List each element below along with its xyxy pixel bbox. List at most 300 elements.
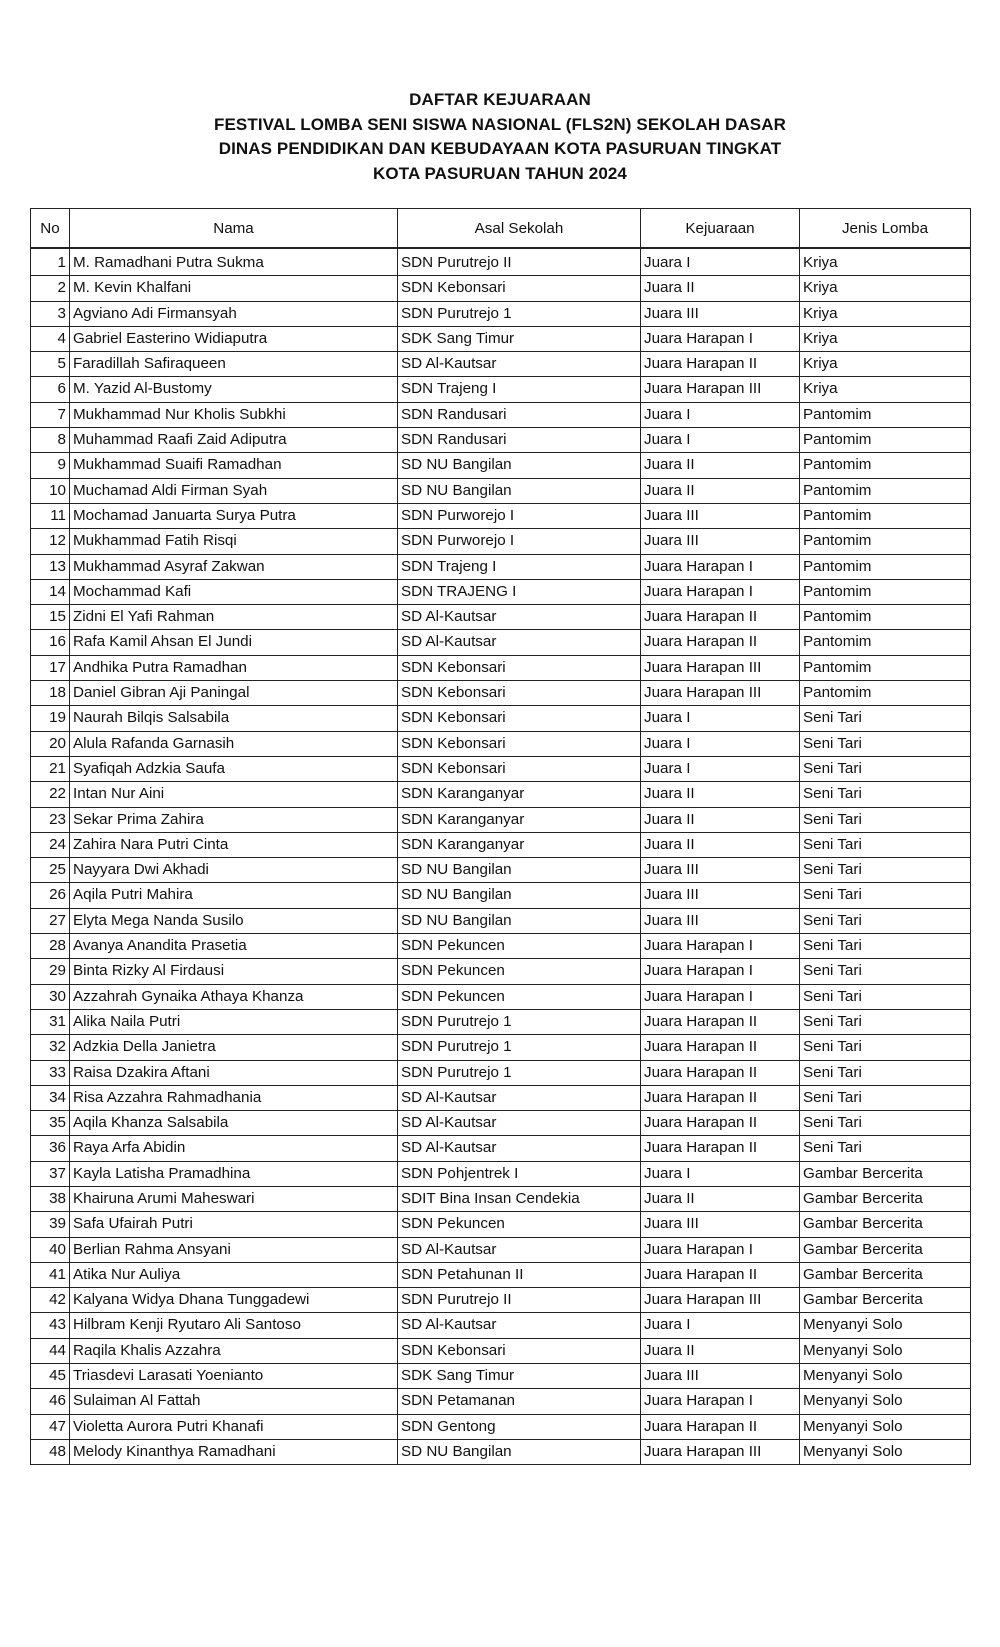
cell-kejuaraan: Juara II <box>641 807 800 832</box>
cell-asal-sekolah: SDN Karanganyar <box>398 832 641 857</box>
cell-asal-sekolah: SD Al-Kautsar <box>398 1085 641 1110</box>
cell-no: 18 <box>31 681 70 706</box>
cell-no: 46 <box>31 1389 70 1414</box>
table-row <box>31 1009 971 1034</box>
cell-nama: Adzkia Della Janietra <box>70 1035 398 1060</box>
table-row <box>31 1186 971 1211</box>
cell-asal-sekolah: SDN Purutrejo 1 <box>398 1009 641 1034</box>
cell-jenis-lomba: Kriya <box>800 276 971 301</box>
cell-nama: Gabriel Easterino Widiaputra <box>70 326 398 351</box>
cell-jenis-lomba: Gambar Bercerita <box>800 1212 971 1237</box>
cell-jenis-lomba: Seni Tari <box>800 1136 971 1161</box>
cell-kejuaraan: Juara Harapan III <box>641 1288 800 1313</box>
cell-kejuaraan: Juara I <box>641 428 800 453</box>
cell-no: 33 <box>31 1060 70 1085</box>
cell-no: 31 <box>31 1009 70 1034</box>
table-row <box>31 1338 971 1363</box>
cell-no: 23 <box>31 807 70 832</box>
table-row <box>31 908 971 933</box>
cell-jenis-lomba: Pantomim <box>800 402 971 427</box>
cell-jenis-lomba: Seni Tari <box>800 1111 971 1136</box>
header-jenis-lomba: Jenis Lomba <box>800 209 971 249</box>
cell-jenis-lomba: Seni Tari <box>800 832 971 857</box>
cell-nama: Naurah Bilqis Salsabila <box>70 706 398 731</box>
cell-jenis-lomba: Menyanyi Solo <box>800 1338 971 1363</box>
cell-no: 35 <box>31 1111 70 1136</box>
cell-kejuaraan: Juara Harapan I <box>641 326 800 351</box>
cell-kejuaraan: Juara I <box>641 756 800 781</box>
cell-asal-sekolah: SDN Kebonsari <box>398 1338 641 1363</box>
cell-kejuaraan: Juara Harapan II <box>641 1035 800 1060</box>
cell-nama: Triasdevi Larasati Yoenianto <box>70 1364 398 1389</box>
table-header-row <box>31 209 971 249</box>
cell-nama: Andhika Putra Ramadhan <box>70 655 398 680</box>
cell-asal-sekolah: SDN Kebonsari <box>398 655 641 680</box>
table-row <box>31 782 971 807</box>
cell-no: 8 <box>31 428 70 453</box>
cell-asal-sekolah: SD Al-Kautsar <box>398 1313 641 1338</box>
header-kejuaraan: Kejuaraan <box>641 209 800 249</box>
cell-asal-sekolah: SDN TRAJENG I <box>398 579 641 604</box>
cell-nama: Violetta Aurora Putri Khanafi <box>70 1414 398 1439</box>
cell-nama: Faradillah Safiraqueen <box>70 352 398 377</box>
cell-nama: Sulaiman Al Fattah <box>70 1389 398 1414</box>
cell-no: 38 <box>31 1186 70 1211</box>
cell-no: 41 <box>31 1262 70 1287</box>
cell-kejuaraan: Juara III <box>641 1364 800 1389</box>
table-row <box>31 1085 971 1110</box>
cell-kejuaraan: Juara Harapan II <box>641 630 800 655</box>
cell-kejuaraan: Juara III <box>641 1212 800 1237</box>
cell-nama: Muhammad Raafi Zaid Adiputra <box>70 428 398 453</box>
cell-no: 5 <box>31 352 70 377</box>
cell-kejuaraan: Juara I <box>641 706 800 731</box>
table-row <box>31 276 971 301</box>
cell-kejuaraan: Juara I <box>641 731 800 756</box>
table-row <box>31 1212 971 1237</box>
cell-jenis-lomba: Seni Tari <box>800 1060 971 1085</box>
title-line-1: DAFTAR KEJUARAAN <box>409 90 591 109</box>
cell-asal-sekolah: SD NU Bangilan <box>398 478 641 503</box>
cell-kejuaraan: Juara III <box>641 301 800 326</box>
table-row <box>31 402 971 427</box>
cell-asal-sekolah: SDN Randusari <box>398 428 641 453</box>
cell-nama: Alika Naila Putri <box>70 1009 398 1034</box>
cell-nama: Kalyana Widya Dhana Tunggadewi <box>70 1288 398 1313</box>
cell-kejuaraan: Juara III <box>641 858 800 883</box>
table-row <box>31 1364 971 1389</box>
cell-jenis-lomba: Kriya <box>800 301 971 326</box>
header-asal-sekolah: Asal Sekolah <box>398 209 641 249</box>
cell-no: 19 <box>31 706 70 731</box>
cell-kejuaraan: Juara I <box>641 402 800 427</box>
cell-asal-sekolah: SD NU Bangilan <box>398 858 641 883</box>
cell-asal-sekolah: SD Al-Kautsar <box>398 352 641 377</box>
table-row <box>31 1161 971 1186</box>
cell-kejuaraan: Juara Harapan II <box>641 352 800 377</box>
cell-no: 26 <box>31 883 70 908</box>
table-row <box>31 959 971 984</box>
cell-nama: Binta Rizky Al Firdausi <box>70 959 398 984</box>
cell-asal-sekolah: SDN Trajeng I <box>398 554 641 579</box>
table-row <box>31 529 971 554</box>
cell-kejuaraan: Juara I <box>641 1161 800 1186</box>
cell-no: 27 <box>31 908 70 933</box>
table-row <box>31 934 971 959</box>
cell-no: 14 <box>31 579 70 604</box>
cell-jenis-lomba: Pantomim <box>800 630 971 655</box>
table-row <box>31 1111 971 1136</box>
cell-nama: Mukhammad Fatih Risqi <box>70 529 398 554</box>
title-line-2: FESTIVAL LOMBA SENI SISWA NASIONAL (FLS2N) SEKOLAH DASAR <box>214 114 786 134</box>
cell-no: 48 <box>31 1439 70 1464</box>
cell-no: 32 <box>31 1035 70 1060</box>
table-row <box>31 681 971 706</box>
cell-nama: Aqila Putri Mahira <box>70 883 398 908</box>
cell-jenis-lomba: Pantomim <box>800 655 971 680</box>
table-row <box>31 883 971 908</box>
table-row <box>31 605 971 630</box>
title-line-3: DINAS PENDIDIKAN DAN KEBUDAYAAN KOTA PASURUAN TINGKAT <box>218 139 782 158</box>
cell-nama: Mukhammad Asyraf Zakwan <box>70 554 398 579</box>
cell-nama: Melody Kinanthya Ramadhani <box>70 1439 398 1464</box>
header-no: No <box>31 209 70 249</box>
cell-jenis-lomba: Pantomim <box>800 554 971 579</box>
cell-no: 7 <box>31 402 70 427</box>
cell-jenis-lomba: Pantomim <box>800 605 971 630</box>
cell-kejuaraan: Juara II <box>641 478 800 503</box>
cell-jenis-lomba: Seni Tari <box>800 984 971 1009</box>
cell-no: 28 <box>31 934 70 959</box>
cell-no: 12 <box>31 529 70 554</box>
cell-nama: Aqila Khanza Salsabila <box>70 1111 398 1136</box>
cell-kejuaraan: Juara Harapan III <box>641 681 800 706</box>
cell-nama: Atika Nur Auliya <box>70 1262 398 1287</box>
cell-nama: Mochammad Kafi <box>70 579 398 604</box>
cell-nama: Kayla Latisha Pramadhina <box>70 1161 398 1186</box>
cell-kejuaraan: Juara Harapan III <box>641 1439 800 1464</box>
cell-kejuaraan: Juara III <box>641 503 800 528</box>
cell-nama: Agviano Adi Firmansyah <box>70 301 398 326</box>
cell-jenis-lomba: Seni Tari <box>800 782 971 807</box>
document-title <box>0 88 1000 186</box>
cell-kejuaraan: Juara Harapan III <box>641 655 800 680</box>
cell-nama: Risa Azzahra Rahmadhania <box>70 1085 398 1110</box>
cell-nama: Zidni El Yafi Rahman <box>70 605 398 630</box>
cell-kejuaraan: Juara Harapan I <box>641 959 800 984</box>
cell-jenis-lomba: Menyanyi Solo <box>800 1389 971 1414</box>
cell-asal-sekolah: SDN Purutrejo 1 <box>398 301 641 326</box>
cell-no: 4 <box>31 326 70 351</box>
cell-asal-sekolah: SDK Sang Timur <box>398 326 641 351</box>
cell-no: 21 <box>31 756 70 781</box>
cell-asal-sekolah: SDN Kebonsari <box>398 731 641 756</box>
cell-nama: Khairuna Arumi Maheswari <box>70 1186 398 1211</box>
cell-jenis-lomba: Pantomim <box>800 503 971 528</box>
cell-jenis-lomba: Kriya <box>800 377 971 402</box>
cell-no: 2 <box>31 276 70 301</box>
cell-asal-sekolah: SDN Trajeng I <box>398 377 641 402</box>
table-row <box>31 1262 971 1287</box>
cell-kejuaraan: Juara Harapan II <box>641 1060 800 1085</box>
table-row <box>31 1414 971 1439</box>
table-row <box>31 248 971 276</box>
header-nama: Nama <box>70 209 398 249</box>
cell-jenis-lomba: Menyanyi Solo <box>800 1414 971 1439</box>
cell-asal-sekolah: SDN Karanganyar <box>398 807 641 832</box>
cell-nama: Raisa Dzakira Aftani <box>70 1060 398 1085</box>
cell-asal-sekolah: SDIT Bina Insan Cendekia <box>398 1186 641 1211</box>
cell-asal-sekolah: SDN Kebonsari <box>398 706 641 731</box>
cell-jenis-lomba: Gambar Bercerita <box>800 1161 971 1186</box>
cell-nama: Safa Ufairah Putri <box>70 1212 398 1237</box>
cell-no: 44 <box>31 1338 70 1363</box>
cell-no: 29 <box>31 959 70 984</box>
cell-asal-sekolah: SDN Kebonsari <box>398 681 641 706</box>
cell-asal-sekolah: SDN Purutrejo II <box>398 1288 641 1313</box>
cell-kejuaraan: Juara Harapan I <box>641 554 800 579</box>
cell-jenis-lomba: Gambar Bercerita <box>800 1186 971 1211</box>
cell-asal-sekolah: SDN Purutrejo 1 <box>398 1060 641 1085</box>
cell-jenis-lomba: Pantomim <box>800 579 971 604</box>
table-row <box>31 503 971 528</box>
table-row <box>31 630 971 655</box>
cell-asal-sekolah: SDN Pekuncen <box>398 984 641 1009</box>
cell-asal-sekolah: SDN Karanganyar <box>398 782 641 807</box>
cell-kejuaraan: Juara Harapan II <box>641 1009 800 1034</box>
table-body <box>31 248 971 1465</box>
table-row <box>31 579 971 604</box>
table-row <box>31 1313 971 1338</box>
cell-no: 6 <box>31 377 70 402</box>
cell-kejuaraan: Juara Harapan II <box>641 605 800 630</box>
cell-jenis-lomba: Seni Tari <box>800 883 971 908</box>
cell-nama: Raqila Khalis Azzahra <box>70 1338 398 1363</box>
cell-jenis-lomba: Menyanyi Solo <box>800 1313 971 1338</box>
cell-nama: M. Ramadhani Putra Sukma <box>70 248 398 276</box>
cell-asal-sekolah: SDN Randusari <box>398 402 641 427</box>
cell-nama: M. Kevin Khalfani <box>70 276 398 301</box>
cell-nama: Rafa Kamil Ahsan El Jundi <box>70 630 398 655</box>
cell-nama: Avanya Anandita Prasetia <box>70 934 398 959</box>
cell-jenis-lomba: Seni Tari <box>800 731 971 756</box>
cell-kejuaraan: Juara III <box>641 883 800 908</box>
cell-no: 45 <box>31 1364 70 1389</box>
cell-jenis-lomba: Gambar Bercerita <box>800 1288 971 1313</box>
table-row <box>31 326 971 351</box>
cell-jenis-lomba: Seni Tari <box>800 756 971 781</box>
title-line-4: KOTA PASURUAN TAHUN 2024 <box>373 163 627 183</box>
cell-asal-sekolah: SD Al-Kautsar <box>398 630 641 655</box>
cell-kejuaraan: Juara II <box>641 832 800 857</box>
cell-jenis-lomba: Seni Tari <box>800 1009 971 1034</box>
cell-jenis-lomba: Seni Tari <box>800 858 971 883</box>
cell-nama: Syafiqah Adzkia Saufa <box>70 756 398 781</box>
cell-asal-sekolah: SD NU Bangilan <box>398 908 641 933</box>
table-row <box>31 1136 971 1161</box>
cell-asal-sekolah: SDN Purutrejo 1 <box>398 1035 641 1060</box>
cell-jenis-lomba: Seni Tari <box>800 706 971 731</box>
cell-nama: Raya Arfa Abidin <box>70 1136 398 1161</box>
cell-jenis-lomba: Seni Tari <box>800 908 971 933</box>
cell-kejuaraan: Juara Harapan I <box>641 579 800 604</box>
cell-no: 30 <box>31 984 70 1009</box>
cell-kejuaraan: Juara Harapan II <box>641 1085 800 1110</box>
cell-no: 25 <box>31 858 70 883</box>
table-row <box>31 984 971 1009</box>
cell-jenis-lomba: Pantomim <box>800 529 971 554</box>
cell-asal-sekolah: SDN Petahunan II <box>398 1262 641 1287</box>
cell-jenis-lomba: Menyanyi Solo <box>800 1439 971 1464</box>
cell-kejuaraan: Juara I <box>641 1313 800 1338</box>
cell-jenis-lomba: Menyanyi Solo <box>800 1364 971 1389</box>
table-row <box>31 301 971 326</box>
cell-jenis-lomba: Gambar Bercerita <box>800 1262 971 1287</box>
cell-jenis-lomba: Seni Tari <box>800 1085 971 1110</box>
cell-nama: Berlian Rahma Ansyani <box>70 1237 398 1262</box>
cell-jenis-lomba: Gambar Bercerita <box>800 1237 971 1262</box>
cell-no: 10 <box>31 478 70 503</box>
cell-asal-sekolah: SD Al-Kautsar <box>398 1136 641 1161</box>
cell-nama: Mukhammad Suaifi Ramadhan <box>70 453 398 478</box>
cell-no: 17 <box>31 655 70 680</box>
cell-asal-sekolah: SD Al-Kautsar <box>398 605 641 630</box>
table-row <box>31 1035 971 1060</box>
cell-jenis-lomba: Pantomim <box>800 478 971 503</box>
cell-nama: Alula Rafanda Garnasih <box>70 731 398 756</box>
cell-no: 34 <box>31 1085 70 1110</box>
cell-nama: Muchamad Aldi Firman Syah <box>70 478 398 503</box>
table-row <box>31 1439 971 1464</box>
cell-nama: Azzahrah Gynaika Athaya Khanza <box>70 984 398 1009</box>
cell-nama: Mukhammad Nur Kholis Subkhi <box>70 402 398 427</box>
cell-asal-sekolah: SDN Pekuncen <box>398 934 641 959</box>
cell-kejuaraan: Juara II <box>641 276 800 301</box>
cell-nama: M. Yazid Al-Bustomy <box>70 377 398 402</box>
cell-asal-sekolah: SDN Pohjentrek I <box>398 1161 641 1186</box>
cell-asal-sekolah: SD NU Bangilan <box>398 453 641 478</box>
cell-nama: Intan Nur Aini <box>70 782 398 807</box>
cell-no: 1 <box>31 248 70 276</box>
cell-no: 42 <box>31 1288 70 1313</box>
table-row <box>31 1288 971 1313</box>
cell-asal-sekolah: SDN Purutrejo II <box>398 248 641 276</box>
cell-kejuaraan: Juara III <box>641 908 800 933</box>
table-row <box>31 1060 971 1085</box>
table-row <box>31 807 971 832</box>
cell-kejuaraan: Juara Harapan II <box>641 1262 800 1287</box>
table-row <box>31 453 971 478</box>
table-row <box>31 731 971 756</box>
cell-nama: Zahira Nara Putri Cinta <box>70 832 398 857</box>
cell-nama: Mochamad Januarta Surya Putra <box>70 503 398 528</box>
cell-no: 16 <box>31 630 70 655</box>
table-row <box>31 706 971 731</box>
table-row <box>31 478 971 503</box>
cell-asal-sekolah: SDN Gentong <box>398 1414 641 1439</box>
cell-nama: Hilbram Kenji Ryutaro Ali Santoso <box>70 1313 398 1338</box>
cell-no: 47 <box>31 1414 70 1439</box>
cell-no: 20 <box>31 731 70 756</box>
table-row <box>31 428 971 453</box>
cell-kejuaraan: Juara Harapan II <box>641 1414 800 1439</box>
cell-no: 40 <box>31 1237 70 1262</box>
cell-asal-sekolah: SDN Pekuncen <box>398 959 641 984</box>
table-row <box>31 352 971 377</box>
cell-asal-sekolah: SD Al-Kautsar <box>398 1237 641 1262</box>
cell-kejuaraan: Juara Harapan II <box>641 1111 800 1136</box>
cell-jenis-lomba: Seni Tari <box>800 934 971 959</box>
cell-jenis-lomba: Kriya <box>800 326 971 351</box>
cell-no: 37 <box>31 1161 70 1186</box>
cell-nama: Elyta Mega Nanda Susilo <box>70 908 398 933</box>
cell-no: 3 <box>31 301 70 326</box>
cell-jenis-lomba: Seni Tari <box>800 1035 971 1060</box>
cell-no: 9 <box>31 453 70 478</box>
cell-asal-sekolah: SDK Sang Timur <box>398 1364 641 1389</box>
table-row <box>31 858 971 883</box>
cell-no: 22 <box>31 782 70 807</box>
cell-kejuaraan: Juara Harapan I <box>641 934 800 959</box>
table-row <box>31 1237 971 1262</box>
cell-kejuaraan: Juara Harapan I <box>641 1237 800 1262</box>
results-table <box>30 208 971 1465</box>
cell-kejuaraan: Juara Harapan II <box>641 1136 800 1161</box>
cell-jenis-lomba: Kriya <box>800 248 971 276</box>
cell-no: 13 <box>31 554 70 579</box>
cell-jenis-lomba: Pantomim <box>800 681 971 706</box>
table-row <box>31 756 971 781</box>
cell-kejuaraan: Juara II <box>641 782 800 807</box>
cell-no: 39 <box>31 1212 70 1237</box>
cell-jenis-lomba: Kriya <box>800 352 971 377</box>
cell-jenis-lomba: Pantomim <box>800 453 971 478</box>
cell-kejuaraan: Juara Harapan I <box>641 984 800 1009</box>
cell-asal-sekolah: SD NU Bangilan <box>398 1439 641 1464</box>
cell-asal-sekolah: SDN Kebonsari <box>398 276 641 301</box>
cell-kejuaraan: Juara II <box>641 1186 800 1211</box>
cell-asal-sekolah: SDN Pekuncen <box>398 1212 641 1237</box>
cell-no: 43 <box>31 1313 70 1338</box>
cell-kejuaraan: Juara Harapan I <box>641 1389 800 1414</box>
cell-asal-sekolah: SDN Kebonsari <box>398 756 641 781</box>
cell-asal-sekolah: SDN Purworejo I <box>398 503 641 528</box>
cell-asal-sekolah: SDN Petamanan <box>398 1389 641 1414</box>
cell-no: 24 <box>31 832 70 857</box>
table-row <box>31 377 971 402</box>
table-row <box>31 1389 971 1414</box>
cell-asal-sekolah: SD NU Bangilan <box>398 883 641 908</box>
cell-kejuaraan: Juara II <box>641 453 800 478</box>
cell-asal-sekolah: SDN Purworejo I <box>398 529 641 554</box>
cell-nama: Sekar Prima Zahira <box>70 807 398 832</box>
cell-kejuaraan: Juara II <box>641 1338 800 1363</box>
cell-jenis-lomba: Pantomim <box>800 428 971 453</box>
cell-kejuaraan: Juara III <box>641 529 800 554</box>
cell-nama: Nayyara Dwi Akhadi <box>70 858 398 883</box>
cell-no: 15 <box>31 605 70 630</box>
cell-jenis-lomba: Seni Tari <box>800 959 971 984</box>
cell-nama: Daniel Gibran Aji Paningal <box>70 681 398 706</box>
cell-asal-sekolah: SD Al-Kautsar <box>398 1111 641 1136</box>
cell-no: 11 <box>31 503 70 528</box>
cell-no: 36 <box>31 1136 70 1161</box>
cell-kejuaraan: Juara I <box>641 248 800 276</box>
cell-kejuaraan: Juara Harapan III <box>641 377 800 402</box>
table-row <box>31 832 971 857</box>
table-row <box>31 554 971 579</box>
cell-jenis-lomba: Seni Tari <box>800 807 971 832</box>
